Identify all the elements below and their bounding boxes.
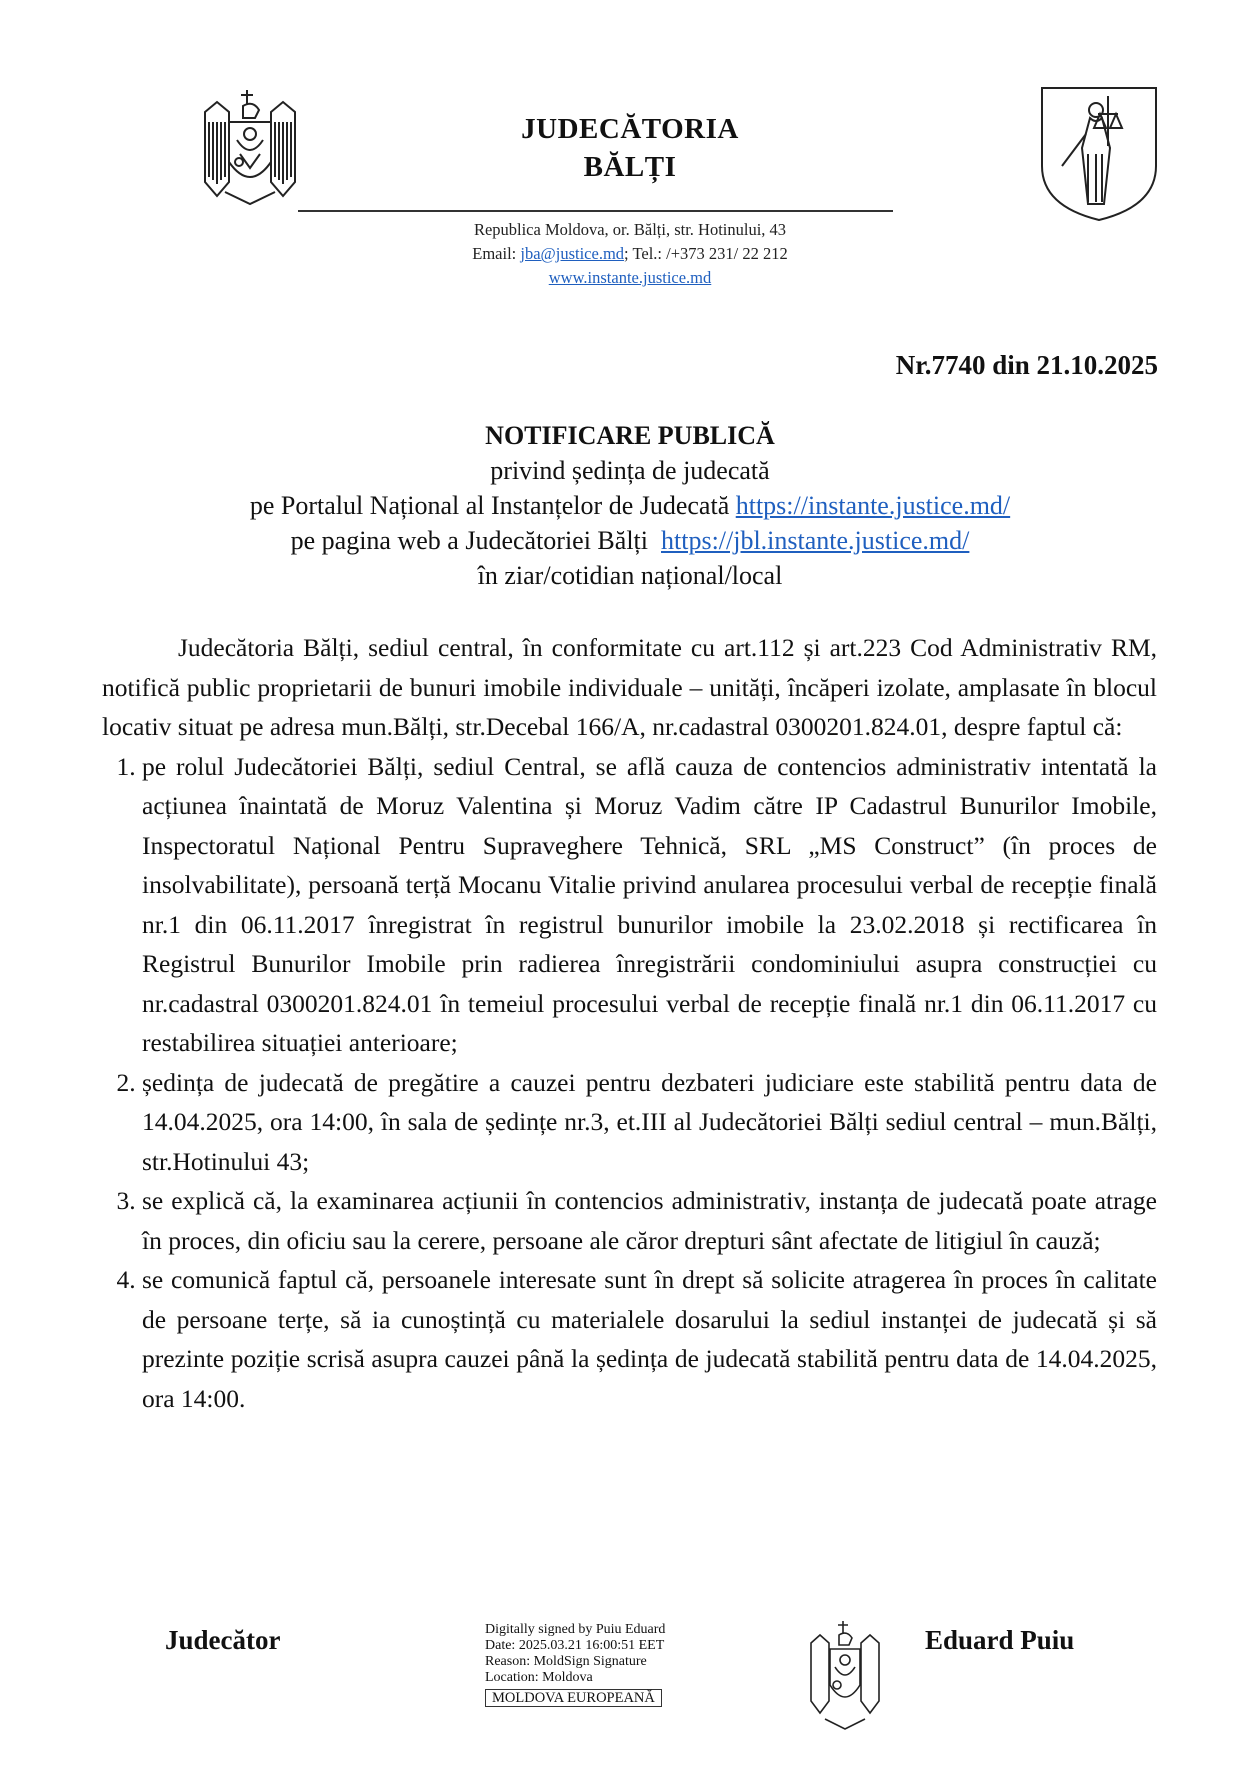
judge-role: Judecător [165, 1625, 281, 1655]
list-item: 3. se explică că, la examinarea acțiunii în contencios administrativ, instanța de judecată poate atrage în proces, din oficiu sau la cerere, persoane ale căror drepturi sânt afectate de litigiul în cauză; [142, 1181, 1157, 1260]
court-email-phone [400, 242, 860, 266]
web-line [100, 523, 1160, 558]
list-item: 2. ședința de judecată de pregătire a cauzei pentru dezbateri judiciare este stabilită pentru data de 14.04.2025, ora 14:00, în sala de ședințe nr.3, et.III al Judecătoriei Bălți sediul central – mun.Bălți, str.Hotinului 43; [142, 1063, 1157, 1182]
intro-paragraph: Judecătoria Bălți, sediul central, în conformitate cu art.112 și art.223 Cod Administrativ RM, notifică public proprietarii de bunuri imobile individuale – unități, încăperi izolate, amplasate în blocul locativ situat pe adresa mun.Bălți, str.Decebal 166/A, nr.cadastral 0300201.824.01, despre faptul că: [102, 633, 1157, 741]
portal-link[interactable]: https://instante.justice.md/ [735, 491, 1011, 520]
newspaper-line: în ziar/cotidian național/local [477, 561, 783, 590]
notice-title: NOTIFICARE PUBLICĂ [485, 421, 775, 450]
notice-items-list [102, 747, 1157, 1419]
phone-text: ; Tel.: /+373 231/ 22 212 [624, 244, 788, 263]
court-contact [400, 218, 860, 290]
moldova-coat-of-arms-icon [805, 1615, 885, 1735]
notice-heading [100, 418, 1160, 593]
portal-line-text: pe Portalul Național al Instanțelor de Judecată [249, 491, 736, 520]
email-link[interactable]: jba@justice.md [520, 244, 625, 263]
court-name-line2: BĂLȚI [583, 151, 677, 183]
signature-date: Date: 2025.03.21 16:00:51 EET [485, 1638, 665, 1653]
document-number: Nr.7740 din 21.10.2025 [895, 350, 1158, 380]
web-line-text: pe pagina web a Judecătoriei Bălți [290, 526, 661, 555]
website-link[interactable]: www.instante.justice.md [548, 268, 712, 287]
signature-location: Location: Moldova [485, 1670, 593, 1685]
signature-stamp: MOLDOVA EUROPEANĂ [485, 1689, 662, 1707]
lady-justice-shield-icon [1038, 84, 1160, 224]
moldova-coat-of-arms-icon [195, 82, 305, 212]
digital-signature-block [485, 1622, 665, 1707]
header-divider [298, 210, 893, 212]
list-item: 1. pe rolul Judecătoriei Bălți, sediul Central, se află cauza de contencios administrativ intentată la acțiunea înaintată de Moruz Valentina și Moruz Vadim către IP Cadastrul Bunurilor Imobile, Inspectoratul Național Pentru Supraveghere Tehnică, SRL „MS Construct” (în proces de insolvabilitate), persoană terță Mocanu Vitalie privind anularea procesului verbal de recepție finală nr.1 din 06.11.2017 înregistrat în registrul bunurilor imobile la 23.02.2018 și rectificarea în Registrul Bunurilor Imobile prin radierea înregistrării condominiului asupra construcției cu nr.cadastral 0300201.824.01 în temeiul procesului verbal de recepție finală nr.1 din 06.11.2017 cu restabilirea situației anterioare; [142, 747, 1157, 1063]
portal-line [100, 488, 1160, 523]
court-web-link[interactable]: https://jbl.instante.justice.md/ [661, 526, 970, 555]
signature-reason: Reason: MoldSign Signature [485, 1654, 647, 1669]
court-address: Republica Moldova, or. Bălți, str. Hotinului, 43 [473, 220, 787, 239]
email-label: Email: [472, 244, 521, 263]
court-name [420, 110, 840, 186]
judge-name: Eduard Puiu [925, 1625, 1075, 1655]
notice-subtitle: privind ședința de judecată [490, 456, 770, 485]
list-item: 4. se comunică faptul că, persoanele interesate sunt în drept să solicite atragerea în proces în calitate de persoane terțe, să ia cunoștință cu materialele dosarului la sediul instanței de judecată și să prezinte poziție scrisă asupra cauzei până la ședința de judecată stabilită pentru data de 14.04.2025, ora 14:00. [142, 1260, 1157, 1418]
court-name-line1: JUDECĂTORIA [521, 113, 739, 145]
notice-body [102, 628, 1157, 1418]
signed-by: Digitally signed by Puiu Eduard [485, 1622, 666, 1637]
